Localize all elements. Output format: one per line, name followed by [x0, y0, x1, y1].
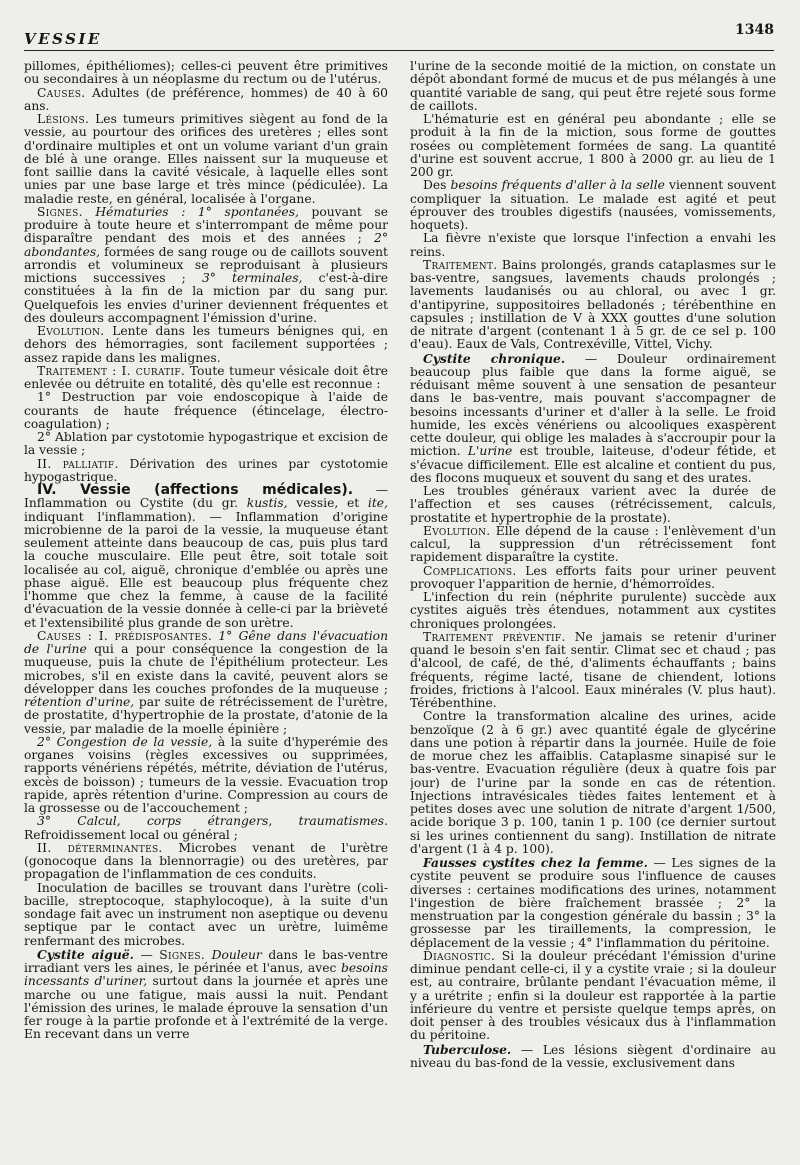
section-heading: Traitement préventif. [423, 629, 566, 644]
paragraph: IV. Vessie (affections médicales). — Inflammation ou Cystite (du gr. kustis, vessie, et ite, indiquant l'inflammation). — Inflammation d'origine microbienne de la paroi de la vessie, la muqueuse étant seulement atteinte dans beaucoup de cas, puis plus tard la couche musculaire. Elle peut être, soit totale soit localisée au col, aiguë, chronique d'emblée ou après une phase aiguë. Elle est beaucoup plus fréquente chez l'homme que chez la femme, à cause de la facilité d'évacuation de la vessie donnée à celle-ci par la brièveté et l'extensibilité plus grande de son urètre. [24, 482, 388, 630]
paragraph: Diagnostic. Si la douleur précédant l'émission d'urine diminue pendant celle-ci, il y a cystite vraie ; si la douleur est, au contraire, brûlante pendant l'évacuation même, il y a urétrite ; enfin si la douleur est rapportée à la partie inférieure du ventre et persiste quelque temps après, on doit penser à des troubles vésicaux dus à l'inflammation du péritoine. [410, 948, 776, 1043]
paragraph: L'hématurie est en général peu abondante ; elle se produit à la fin de la miction, sous forme de gouttes rosées ou complètement formées de sang. La quantité d'urine est souvent accrue, 1 800 à 2000 gr. au lieu de 1 200 gr. [410, 112, 776, 179]
paragraph: L'infection du rein (néphrite purulente) succède aux cystites aiguës très étendues, notamment aux cystites chroniques prolongées. [410, 590, 776, 631]
paragraph: Les troubles généraux varient avec la durée de l'affection et ses causes (rétrécissement, calculs, prostatite et hypertrophie de la prostate). [410, 484, 776, 525]
paragraph: l'urine de la seconde moitié de la miction, on constate un dépôt abondant formé de mucus et de pus mélangés à une quantité variable de sang, qui peut être rejeté sous forme de caillots. [410, 60, 776, 113]
paragraph: Traitement préventif. Ne jamais se retenir d'uriner quand le besoin s'en fait sentir. Climat sec et chaud ; pas d'alcool, de café, de thé, d'aliments échauffants ; bains fréquents, régime lacté, tisane de chiendent, lotions froides, frictions à l'alcool. Eaux minérales (V. plus haut). Térébenthine. [410, 629, 776, 710]
paragraph: Contre la transformation alcaline des urines, acide benzoïque (2 à 6 gr.) avec quantité égale de glycérine dans une potion à répartir dans la journée. Huile de foie de morue chez les affaiblis. Cataplasme sinapisé sur le bas-ventre. Evacuation régulière (deux à quatre fois par jour) de l'urine par la sonde en cas de rétention. Injections intravésicales tièdes faites lentement et à petites doses avec une solution de nitrate d'argent 1/500, acide borique 3 p. 100, tanin 1 p. 100 (ce dernier surtout si les urines contiennent du sang). Instillation de nitrate d'argent (1 à 4 p. 100). [410, 709, 776, 856]
section-heading: Signes. [159, 947, 206, 962]
section-heading: Diagnostic. [423, 948, 496, 963]
section-heading: Evolution. [423, 523, 491, 538]
paragraph: Fausses cystites chez la femme. — Les signes de la cystite peuvent se produire sous l'influence de causes diverses : certaines modifications des urines, notamment l'ingestion de bière fraîchement brassée ; 2° la menstruation par la congestion générale du bassin ; 3° la grossesse par les tiraillements, la compression, le déplacement de la vessie ; 4° l'inflammation du péritoine. [410, 855, 776, 950]
paragraph: Cystite chronique. — Douleur ordinairement beaucoup plus faible que dans la forme aiguë, se réduisant même souvent à une sensation de pesanteur dans le bas-ventre, mais pouvant s'accompagner de besoins incessants d'uriner et d'aller à la selle. Le froid humide, les excès vénériens ou alcooliques exaspèrent cette douleur, qui oblige les malades à s'accroupir pour la miction. L'urine est trouble, laiteuse, d'odeur fétide, et s'évacue difficilement. Elle est alcaline et contient du pus, des flocons muqueux et souvent du sang et des urates. [410, 350, 776, 485]
paragraph: Lésions. Les tumeurs primitives siègent au fond de la vessie, au pourtour des orifices des uretères ; elles sont d'ordinaire multiples et ont un volume variant d'un grain de blé à une orange. Elles naissent sur la muqueuse et font saillie dans la cavité vésicale, à laquelle elles sont unies par une base large et très mince (pédiculée). La maladie reste, en général, localisée à l'organe. [24, 112, 388, 206]
paragraph: 2° Ablation par cystotomie hypogastrique et excision de la vessie ; [24, 430, 388, 458]
subentry-heading: Cystite chronique. [423, 350, 566, 366]
page-header [24, 20, 774, 50]
section-heading: Signes. [37, 204, 83, 219]
paragraph: 1° Destruction par voie endoscopique à l'aide de courants de haute fréquence (étincelage, électro-coagulation) ; [24, 390, 388, 431]
paragraph: Causes : I. prédisposantes. 1° Gêne dans l'évacuation de l'urine qui a pour conséquence la congestion de la muqueuse, puis la chute de l'épithélium protecteur. Les microbes, s'il en existe dans la cavité, peuvent alors se développer dans les couches profondes de la muqueuse ; rétention d'urine, par suite de rétrécissement de l'urètre, de prostatite, d'hypertrophie de la prostate, d'atonie de la vessie, par maladie de la moelle épinière ; [24, 628, 388, 736]
section-heading: Causes : I. prédisposantes. [37, 628, 213, 643]
paragraph: Signes. Hématuries : 1° spontanées, pouvant se produire à toute heure et s'interrompant de même pour disparaître pendant des mois et des années ; 2° abondantes, formées de sang rouge ou de caillots souvent arrondis et volumineux se reproduisant à plusieurs mictions successives ; 3° terminales, c'est-à-dire constituées à la fin de la miction par du sang pur. Quelquefois les envies d'uriner deviennent fréquentes et des douleurs accompagnent l'émission d'urine. [24, 204, 388, 325]
subentry-heading: Cystite aiguë. [37, 946, 134, 962]
paragraph: La fièvre n'existe que lorsque l'infection a envahi les reins. [410, 231, 776, 259]
text-columns [24, 60, 776, 1155]
paragraph: 2° Congestion de la vessie, à la suite d'hyperémie des organes voisins (règles excessives ou supprimées, rapports vénériens répétés, métrite, déviation de l'utérus, excès de boisson) ; tumeurs de la vessie. Evacuation trop rapide, après rétention d'urine. Compression au cours de la grossesse ou de l'accouchement ; [24, 734, 388, 815]
entry-heading: IV. Vessie (affections médicales). [37, 482, 354, 498]
paragraph: II. palliatif. Dérivation des urines par cystotomie hypogastrique. [24, 456, 388, 484]
section-heading: Lésions. [37, 112, 90, 126]
paragraph: Evolution. Elle dépend de la cause : l'enlèvement d'un calcul, la suppression d'un rétrécissement font rapidement disparaître la cystite. [410, 523, 776, 565]
paragraph: Des besoins fréquents d'aller à la selle viennent souvent compliquer la situation. Le malade est agité et peut éprouver des troubles digestifs (nausées, vomissements, hoquets). [410, 178, 776, 232]
section-heading: Causes. [37, 85, 86, 100]
paragraph: II. déterminantes. Microbes venant de l'urètre (gonocoque dans la blennorragie) ou des uretères, par propagation de l'inflammation de ces conduits. [24, 840, 388, 882]
left-column [24, 60, 388, 1155]
section-heading: II. palliatif. [37, 456, 119, 471]
paragraph: Traitement : I. curatif. Toute tumeur vésicale doit être enlevée ou détruite en totalité, dès qu'elle est reconnue : [24, 363, 388, 391]
header-rule [24, 50, 774, 51]
section-heading: Evolution. [37, 324, 105, 338]
right-column [410, 60, 776, 1155]
section-heading: Complications. [423, 563, 517, 578]
paragraph: Evolution. Lente dans les tumeurs bénignes qui, en dehors des hémorragies, sont facilement supportées ; assez rapide dans les malignes. [24, 324, 388, 365]
paragraph: Inoculation de bacilles se trouvant dans l'urètre (coli-bacille, streptocoque, staphylocoque), à la suite d'un sondage fait avec un instrument non aseptique ou devenu septique par le contact avec un urètre, luimême renfermant des microbes. [24, 880, 388, 948]
subentry-heading: Tuberculose. [423, 1041, 512, 1057]
paragraph: Traitement. Bains prolongés, grands cataplasmes sur le bas-ventre, sangsues, lavements chauds prolongés ; lavements laudanisés ou au chloral, ou avec 1 gr. d'antipyrine, suppositoires belladonés ; térébenthine en capsules ; instillation de V à XXX gouttes d'une solution de nitrate d'argent (contenant 1 à 5 gr. de ce sel p. 100 d'eau). Eaux de Vals, Contrexéville, Vittel, Vichy. [410, 257, 776, 352]
paragraph: 3° Calcul, corps étrangers, traumatismes. Refroidissement local ou général ; [24, 814, 388, 842]
page-number: 1348 [735, 22, 774, 38]
subentry-heading: Fausses cystites chez la femme. [423, 855, 648, 870]
paragraph: Cystite aiguë. — Signes. Douleur dans le bas-ventre irradiant vers les aines, le périnée et l'anus, avec besoins incessants d'uriner, surtout dans la journée et après une marche ou une fatigue, mais aussi la nuit. Pendant l'émission des urines, le malade éprouve la sensation d'un fer rouge à la partie profonde et à l'extrémité de la verge. En recevant dans un verre [24, 946, 388, 1042]
section-heading: Traitement : I. curatif. [37, 363, 186, 378]
paragraph: Complications. Les efforts faits pour uriner peuvent provoquer l'apparition de hernie, d'hémorroïdes. [410, 563, 776, 591]
section-heading: II. déterminantes. [37, 840, 163, 855]
section-heading: Traitement. [423, 257, 498, 272]
paragraph: Tuberculose. — Les lésions siègent d'ordinaire au niveau du bas-fond de la vessie, exclusivement dans [410, 1041, 776, 1070]
running-title: VESSIE [24, 30, 102, 48]
paragraph: pillomes, épithéliomes); celles-ci peuvent être primitives ou secondaires à un néoplasme du rectum ou de l'utérus. [24, 60, 388, 87]
paragraph: Causes. Adultes (de préférence, hommes) de 40 à 60 ans. [24, 85, 388, 113]
